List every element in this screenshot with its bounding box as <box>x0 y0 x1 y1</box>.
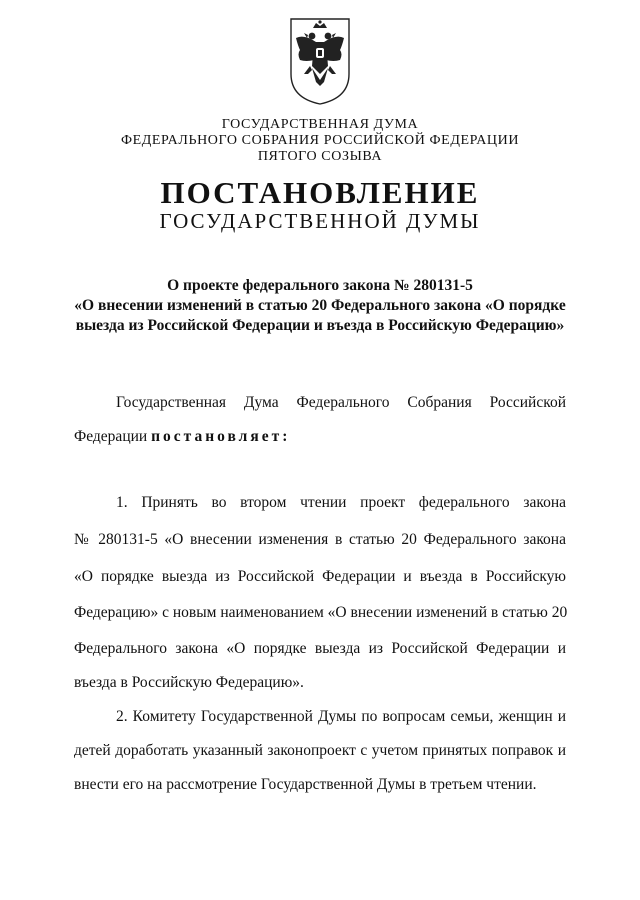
paragraph-1-line-5: Федерального закона «О порядке выезда из Российской Федерации и <box>74 640 566 657</box>
paragraph-1-line-1: 1. Принять во втором чтении проект федерального закона <box>116 494 566 511</box>
preamble-decision-word: постановляет: <box>151 428 291 445</box>
header-line-3: ПЯТОГО СОЗЫВА <box>257 149 383 164</box>
preamble-line-1: Государственная Дума Федерального Собрания Российской <box>116 394 566 411</box>
paragraph-2-line-2: детей доработать указанный законопроект с учетом принятых поправок и <box>74 742 566 759</box>
paragraph-1-line-2: № 280131-5 «О внесении изменения в статью 20 Федерального закона <box>74 531 566 548</box>
subject-line-2: «О внесении изменений в статью 20 Федерального закона «О порядке <box>74 297 566 314</box>
paragraph-2-line-1: 2. Комитету Государственной Думы по вопросам семьи, женщин и <box>116 708 566 725</box>
header-line-2: ФЕДЕРАЛЬНОГО СОБРАНИЯ РОССИЙСКОЙ ФЕДЕРАЦИИ <box>120 133 520 148</box>
paragraph-1-line-3: «О порядке выезда из Российской Федерации и въезда в Российскую <box>74 568 566 585</box>
document-subtitle: ГОСУДАРСТВЕННОЙ ДУМЫ <box>159 209 481 233</box>
paragraph-1-line-4: Федерацию» с новым наименованием «О внесении изменений в статью 20 <box>74 604 568 621</box>
document-title: ПОСТАНОВЛЕНИЕ <box>160 175 480 210</box>
subject-line-1: О проекте федерального закона № 280131-5 <box>167 277 473 294</box>
document-subject <box>60 276 580 336</box>
coat-of-arms-icon <box>288 16 352 106</box>
subject-line-3: выезда из Российской Федерации и въезда в Российскую Федерацию» <box>75 317 565 334</box>
paragraph-2-line-3: внести его на рассмотрение Государственной Думы в третьем чтении. <box>74 776 537 793</box>
paragraph-1-line-6: въезда в Российскую Федерацию». <box>74 674 304 691</box>
preamble-text: Федерации <box>74 428 152 445</box>
header-line-1: ГОСУДАРСТВЕННАЯ ДУМА <box>221 117 419 132</box>
preamble-line-2 <box>74 427 566 447</box>
